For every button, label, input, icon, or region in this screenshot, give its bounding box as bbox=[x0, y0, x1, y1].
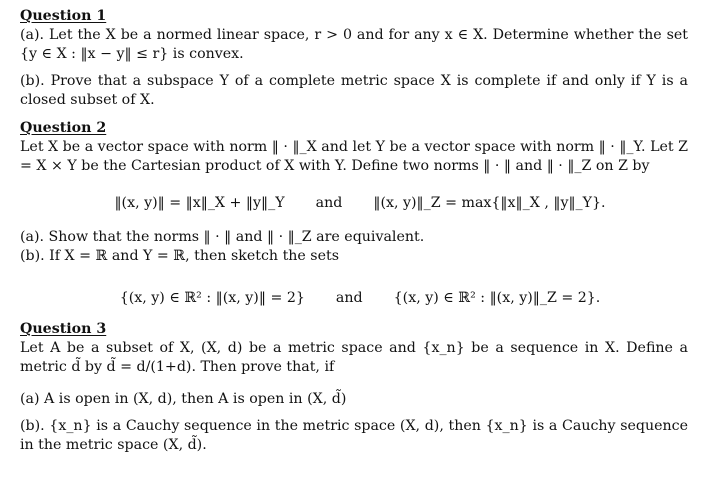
question-1-heading: Question 1 bbox=[20, 8, 107, 24]
question-2 bbox=[20, 119, 688, 176]
norm-definitions bbox=[0, 193, 720, 213]
question-3 bbox=[20, 320, 688, 377]
question-3-heading: Question 3 bbox=[20, 321, 107, 337]
question-2-parts bbox=[20, 228, 688, 266]
question-2-part-b: (b). If X = ℝ and Y = ℝ, then sketch the sets bbox=[20, 248, 339, 264]
set-definitions-and: and bbox=[335, 290, 363, 306]
set-definition-sum-norm: {(x, y) ∈ ℝ² : ‖(x, y)‖ = 2} bbox=[119, 290, 305, 306]
question-1 bbox=[20, 7, 688, 64]
norm-definition-max: ‖(x, y)‖_Z = max{‖x‖_X , ‖y‖_Y}. bbox=[373, 195, 606, 211]
question-2-intro: Let X be a vector space with norm ‖ · ‖_X and let Y be a vector space with norm ‖ · ‖_Y. Let Z = X × Y be the Cartesian product of X with Y. Define two norms ‖ · ‖ and ‖ · ‖_Z on Z by bbox=[20, 139, 688, 174]
set-definitions bbox=[0, 288, 720, 308]
question-2-heading: Question 2 bbox=[20, 120, 107, 136]
norm-definitions-and: and bbox=[315, 195, 343, 211]
question-3-intro: Let A be a subset of X, (X, d) be a metric space and {x_n} be a sequence in X. Define a metric d̃ by d̃ = d/(1+d). Then prove that, if bbox=[20, 340, 688, 375]
question-1-part-b: (b). Prove that a subspace Y of a complete metric space X is complete if and only if Y is a closed subset of X. bbox=[20, 73, 688, 108]
set-definition-max-norm: {(x, y) ∈ ℝ² : ‖(x, y)‖_Z = 2}. bbox=[393, 290, 601, 306]
question-3-part-b: (b). {x_n} is a Cauchy sequence in the metric space (X, d), then {x_n} is a Cauchy sequence in the metric space (X, d̃). bbox=[20, 418, 688, 453]
question-3-part-a: (a) A is open in (X, d), then A is open in (X, d̃) bbox=[20, 391, 347, 407]
norm-definition-sum: ‖(x, y)‖ = ‖x‖_X + ‖y‖_Y bbox=[114, 195, 285, 211]
question-2-part-a: (a). Show that the norms ‖ · ‖ and ‖ · ‖_Z are equivalent. bbox=[20, 229, 425, 245]
question-1-part-a: (a). Let the X be a normed linear space, r > 0 and for any x ∈ X. Determine whether the set {y ∈ X : ‖x − y‖ ≤ r} is convex. bbox=[20, 27, 688, 62]
